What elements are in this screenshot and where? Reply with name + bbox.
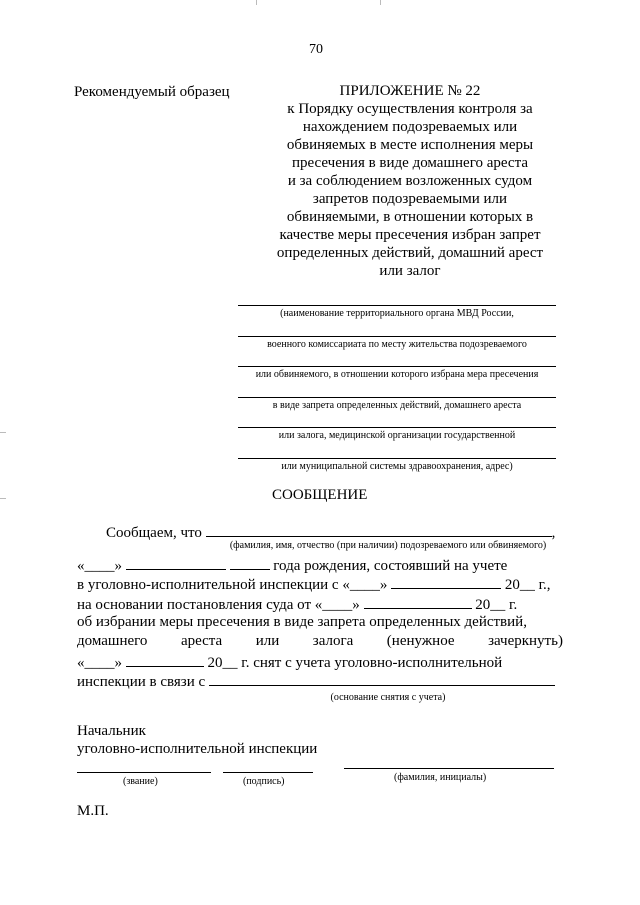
rank-caption: (звание)	[123, 776, 158, 787]
appendix-line: к Порядку осуществления контроля за	[287, 101, 533, 117]
body-text: в уголовно-исполнительной инспекции с «____»	[77, 577, 388, 593]
body-text: инспекции в связи с	[77, 674, 206, 690]
body-line-4	[77, 595, 517, 614]
signature-line[interactable]	[223, 772, 313, 773]
scan-mark	[256, 0, 257, 5]
addressee-line[interactable]	[238, 336, 556, 337]
position-title: Начальник	[77, 723, 146, 739]
addressee-line[interactable]	[238, 458, 556, 459]
appendix-line: качестве меры пресечения избран запрет	[279, 227, 541, 243]
appendix-line: или залог	[379, 263, 441, 279]
addressee-line[interactable]	[238, 366, 556, 367]
name-caption: (фамилия, инициалы)	[394, 772, 487, 783]
body-line-2	[77, 556, 507, 575]
appendix-line: нахождением подозреваемых или	[302, 119, 518, 135]
body-line-8	[77, 672, 555, 691]
body-word: зачеркнуть)	[488, 633, 563, 649]
name-line[interactable]	[344, 768, 554, 769]
reason-caption: (основание снятия с учета)	[330, 692, 446, 703]
body-text: 20__ г.,	[504, 577, 551, 593]
appendix-line: обвиняемыми, в отношении которых в	[286, 209, 534, 225]
addressee-caption: или обвиняемого, в отношении которого избрана мера пресечения	[255, 369, 539, 380]
deregistration-month-field[interactable]	[126, 653, 204, 667]
day-month-field[interactable]: «____»	[77, 655, 122, 671]
body-line-5: об избрании меры пресечения в виде запрета определенных действий,	[77, 614, 527, 630]
addressee-caption: (наименование территориального органа МВД России,	[280, 308, 514, 319]
body-line-3	[77, 575, 551, 594]
scan-mark	[0, 432, 6, 433]
appendix-line: запретов подозреваемыми или	[312, 191, 508, 207]
body-text: 20__ г. снят с учета уголовно-исполнительной	[207, 655, 503, 671]
birth-month-field[interactable]	[126, 556, 226, 570]
addressee-line[interactable]	[238, 305, 556, 306]
signature-caption: (подпись)	[243, 776, 285, 787]
addressee-caption: или залога, медицинской организации государственной	[278, 430, 516, 441]
scan-mark	[0, 498, 6, 499]
body-text: года рождения, состоявший на учете	[273, 558, 508, 574]
page-number: 70	[309, 42, 323, 57]
body-text: Сообщаем, что	[106, 525, 202, 541]
fio-caption: (фамилия, имя, отчество (при наличии) подозреваемого или обвиняемого)	[229, 540, 547, 551]
addressee-caption: военного комиссариата по месту жительства подозреваемого	[267, 339, 527, 350]
position-title: уголовно-исполнительной инспекции	[77, 741, 318, 757]
addressee-line[interactable]	[238, 427, 556, 428]
registration-month-field[interactable]	[391, 575, 501, 589]
appendix-line: и за соблюдением возложенных судом	[287, 173, 533, 189]
appendix-title: ПРИЛОЖЕНИЕ № 22	[339, 83, 481, 99]
body-text: на основании постановления суда от «____»	[77, 597, 360, 613]
appendix-line: обвиняемых в месте исполнения меры	[286, 137, 534, 153]
appendix-line: пресечения в виде домашнего ареста	[292, 155, 528, 171]
body-line-6	[77, 633, 563, 650]
court-order-month-field[interactable]	[364, 595, 472, 609]
body-text: ,	[551, 525, 556, 541]
body-word: домашнего	[77, 633, 148, 649]
body-line-7	[77, 653, 502, 672]
fio-field[interactable]	[206, 523, 552, 537]
body-word: или	[255, 633, 280, 649]
appendix-line: определенных действий, домашний арест	[276, 245, 544, 261]
scan-mark	[380, 0, 381, 5]
seal-label: М.П.	[77, 803, 109, 819]
body-word: ареста	[180, 633, 223, 649]
body-text: 20__ г.	[475, 597, 518, 613]
addressee-caption: в виде запрета определенных действий, домашнего ареста	[272, 400, 522, 411]
birth-year-field[interactable]	[230, 556, 270, 570]
body-word: залога	[312, 633, 354, 649]
rank-line[interactable]	[77, 772, 211, 773]
addressee-caption: или муниципальной системы здравоохранения, адрес)	[281, 461, 513, 472]
appendix-block	[240, 82, 580, 280]
body-word: (ненужное	[386, 633, 455, 649]
reason-field[interactable]	[209, 672, 555, 686]
message-heading: СООБЩЕНИЕ	[272, 487, 368, 503]
recommended-sample-label: Рекомендуемый образец	[74, 84, 230, 100]
addressee-line[interactable]	[238, 397, 556, 398]
day-month-field[interactable]: «____»	[77, 558, 122, 574]
